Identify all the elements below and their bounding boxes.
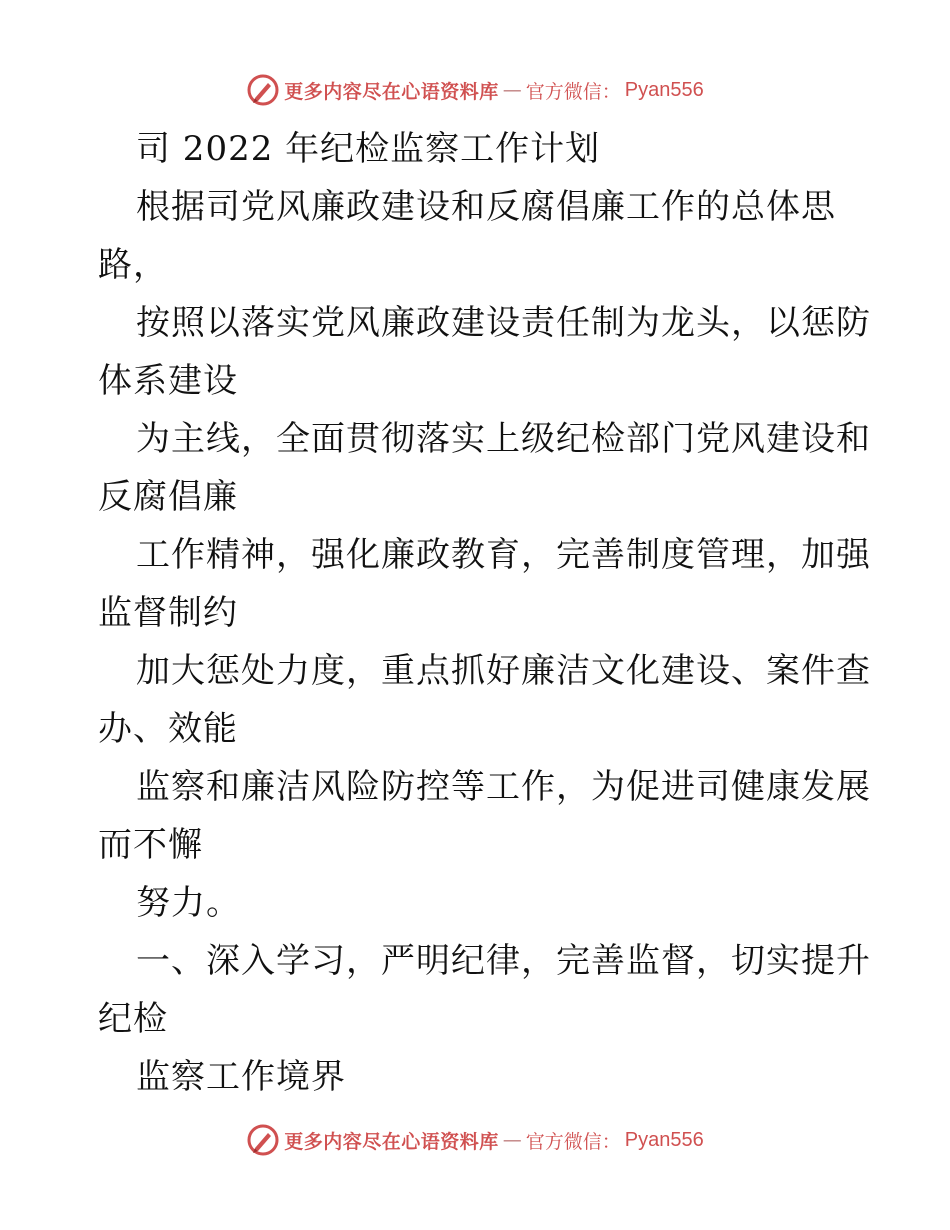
document-text-line: 体系建设 (98, 361, 238, 401)
document-text-line: 按照以落实党风廉政建设责任制为龙头，以惩防 (136, 303, 871, 343)
banner-wechat-id: Pyan556 (624, 78, 704, 101)
document-text-line: 为主线，全面贯彻落实上级纪检部门党风建设和 (136, 419, 871, 459)
footer-watermark-banner (0, 1120, 950, 1160)
document-text-line: 办、效能 (98, 709, 238, 749)
pen-logo-icon (246, 73, 280, 107)
banner-wechat-label: 官方微信： (525, 80, 621, 103)
pen-logo-icon (246, 1123, 280, 1157)
document-text-line: 反腐倡廉 (98, 477, 238, 517)
document-text-line: 努力。 (136, 883, 241, 923)
document-text-line: 司 2022 年纪检监察工作计划 (136, 129, 601, 169)
document-text-line: 一、深入学习，严明纪律，完善监督，切实提升 (136, 941, 871, 981)
banner-text: 更多内容尽在心语资料库 (284, 1130, 499, 1153)
document-text-line: 监督制约 (98, 593, 238, 633)
banner-wechat-id: Pyan556 (624, 1128, 704, 1151)
document-text-line: 工作精神，强化廉政教育，完善制度管理，加强 (136, 535, 871, 575)
document-text-line: 路， (98, 245, 168, 285)
banner-separator: — (502, 1129, 522, 1151)
document-text-line: 监察工作境界 (136, 1057, 346, 1097)
document-body (98, 120, 871, 1106)
document-text-line: 而不懈 (98, 825, 203, 865)
banner-text: 更多内容尽在心语资料库 (284, 80, 499, 103)
banner-separator: — (502, 79, 522, 101)
document-text-line: 加大惩处力度，重点抓好廉洁文化建设、案件查 (136, 651, 871, 691)
document-text-line: 根据司党风廉政建设和反腐倡廉工作的总体思 (136, 187, 836, 227)
document-text-line: 监察和廉洁风险防控等工作，为促进司健康发展 (136, 767, 871, 807)
header-watermark-banner (0, 70, 950, 110)
document-text-line: 纪检 (98, 999, 168, 1039)
banner-wechat-label: 官方微信： (525, 1130, 621, 1153)
